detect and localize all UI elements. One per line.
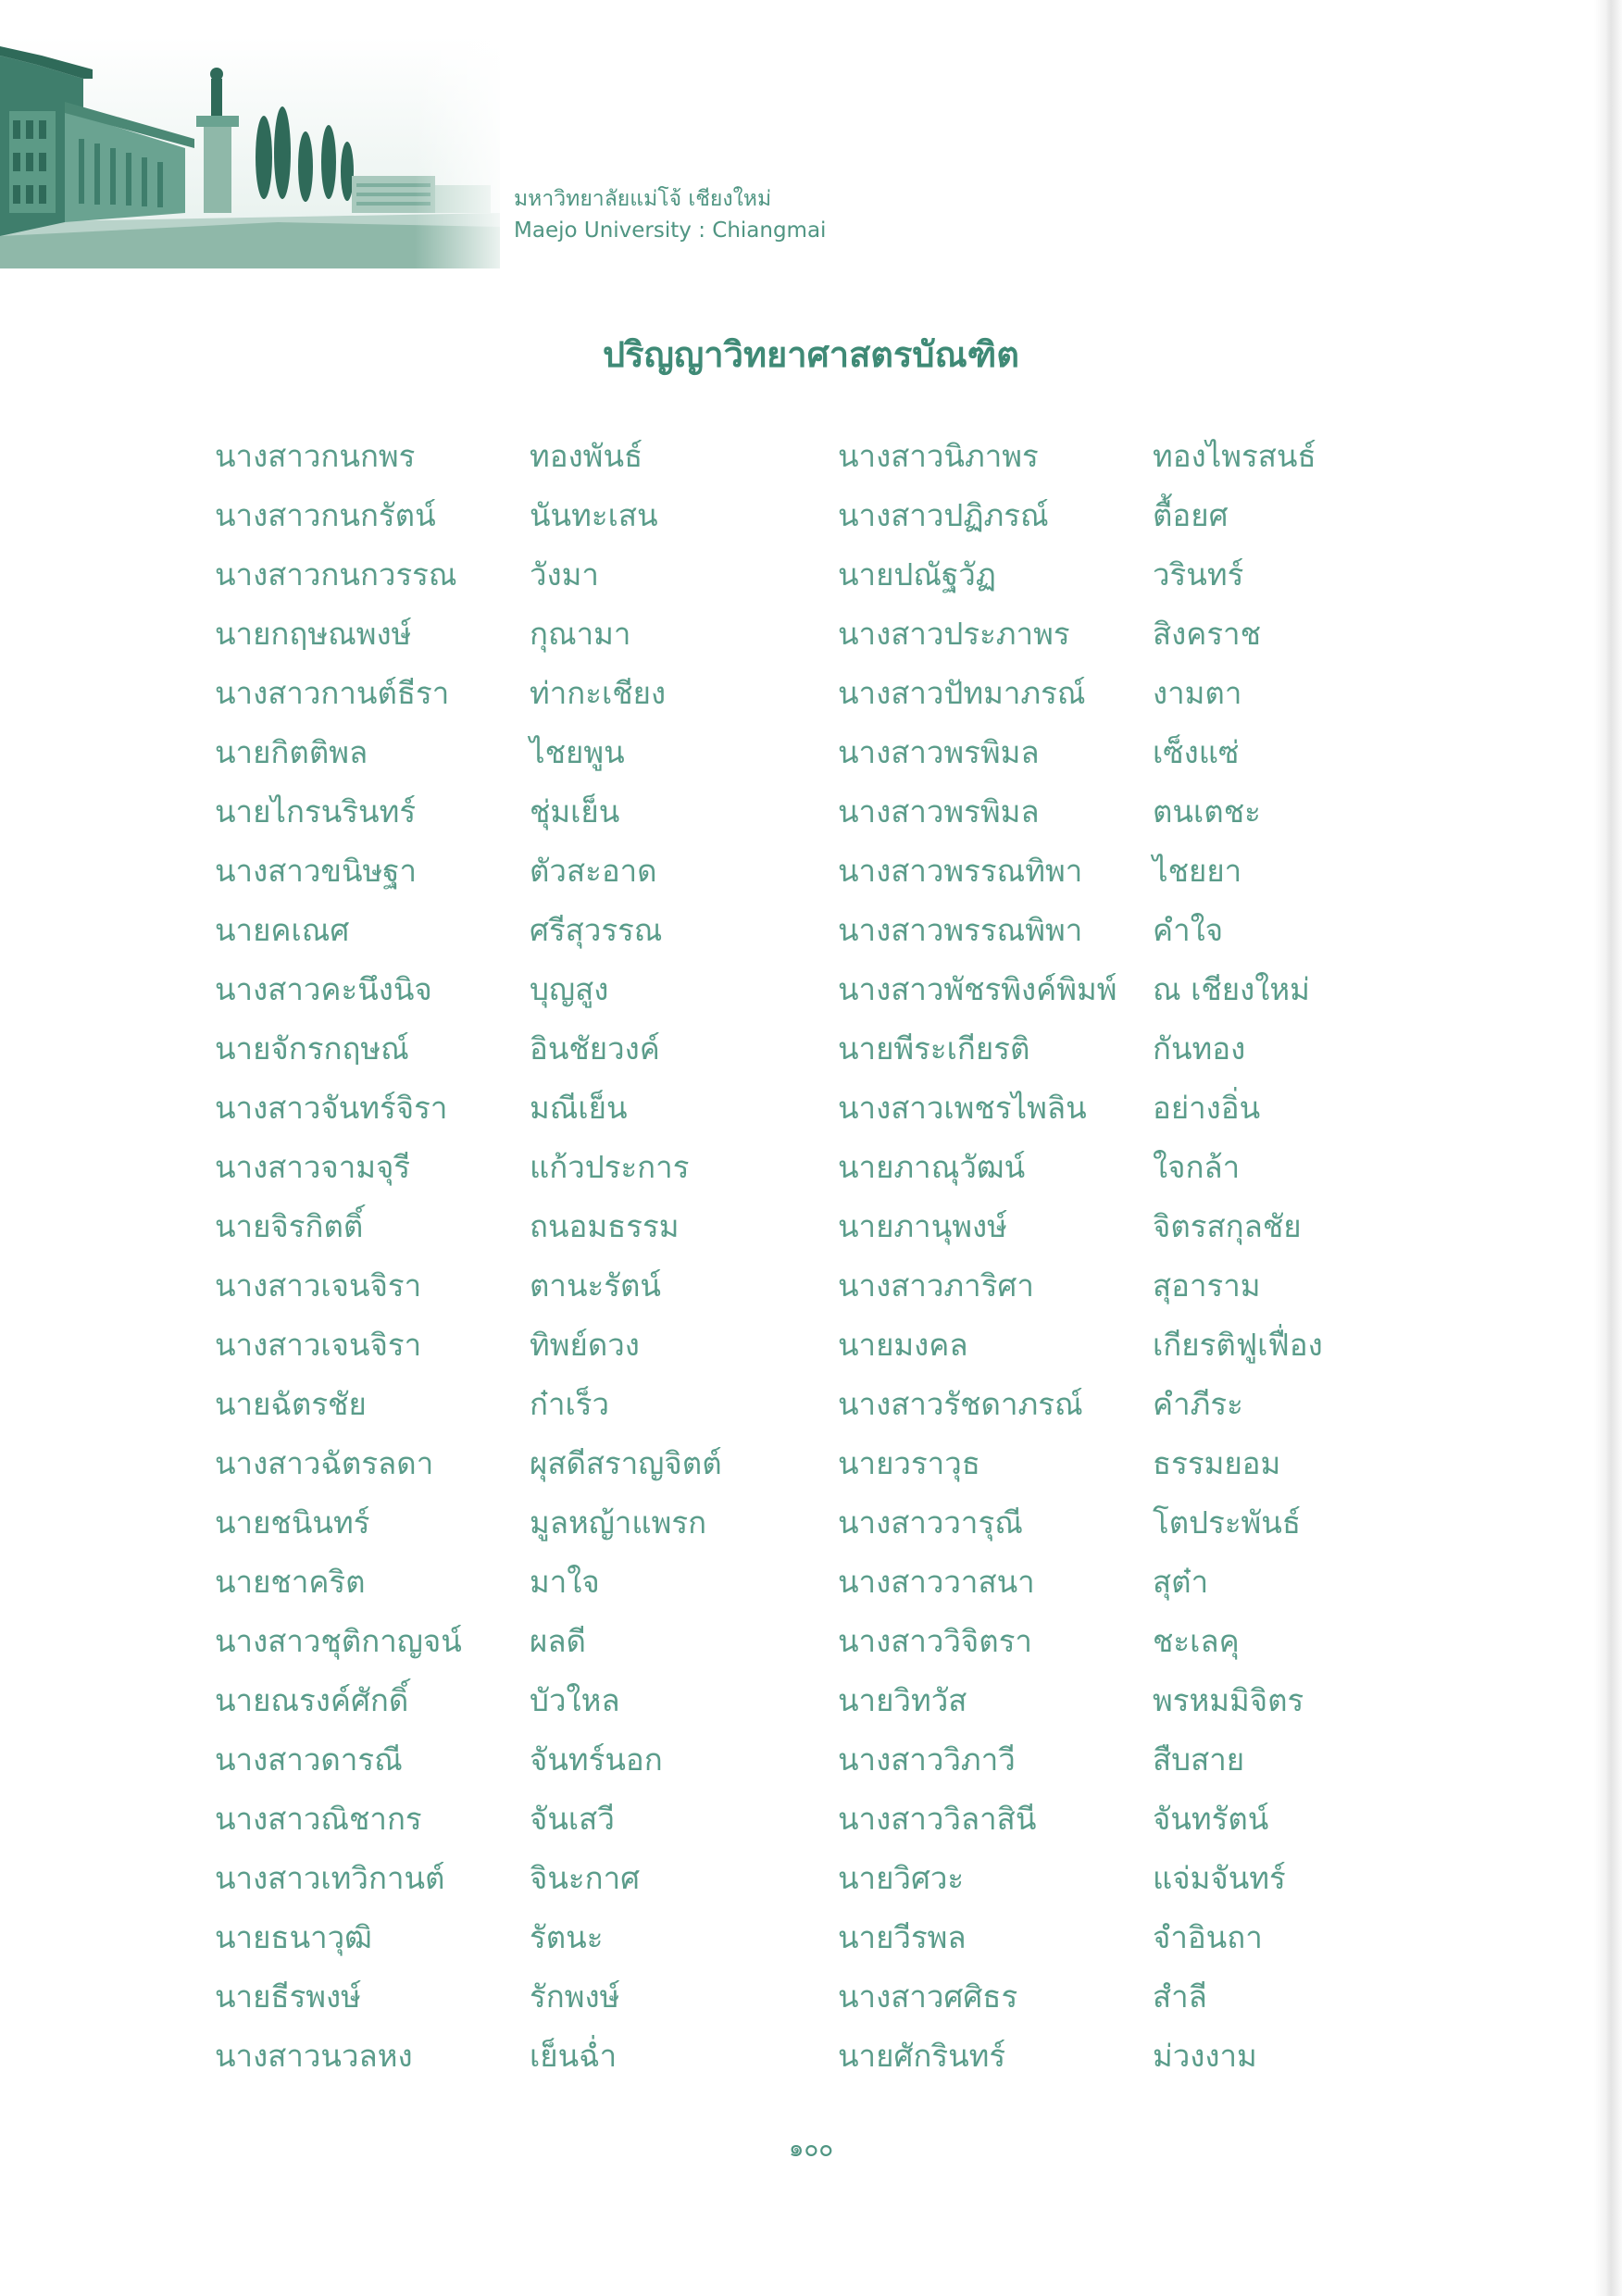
surname: พรหมมิจิตร bbox=[1153, 1682, 1304, 1718]
university-name-thai: มหาวิทยาลัยแม่โจ้ เชียงใหม่ bbox=[514, 187, 772, 211]
given-name: นายฉัตรชัย bbox=[215, 1386, 367, 1422]
given-name: นายมงคล bbox=[838, 1327, 968, 1363]
surname: แก้วประการ bbox=[530, 1149, 690, 1185]
given-name: นายภาณุวัฒน์ bbox=[838, 1149, 1026, 1185]
given-name: นางสาวจามจุรี bbox=[215, 1149, 411, 1185]
given-name: นางสาวพรพิมล bbox=[838, 793, 1040, 830]
given-name: นายณรงค์ศักดิ์ bbox=[215, 1682, 409, 1718]
given-name: นายภานุพงษ์ bbox=[838, 1208, 1007, 1244]
given-name: นายชาคริต bbox=[215, 1564, 366, 1600]
given-name: นางสาวรัชดาภรณ์ bbox=[838, 1386, 1083, 1422]
surname: รักพงษ์ bbox=[530, 1978, 620, 2015]
given-name: นายพีระเกียรติ bbox=[838, 1030, 1030, 1067]
page-number: ๑๐๐ bbox=[788, 2135, 834, 2163]
surname: สุต๋า bbox=[1153, 1564, 1209, 1600]
surname: ศรีสุวรรณ bbox=[530, 912, 663, 948]
surname: ธรรมยอม bbox=[1153, 1445, 1281, 1481]
given-name: นายศักรินทร์ bbox=[838, 2038, 1006, 2074]
surname: กันทอง bbox=[1153, 1030, 1246, 1067]
surname: คำใจ bbox=[1153, 912, 1224, 948]
given-name: นางสาวฉัตรลดา bbox=[215, 1445, 434, 1481]
given-name: นายวีรพล bbox=[838, 1919, 967, 1955]
given-name: นางสาวเพชรไพลิน bbox=[838, 1090, 1087, 1126]
surname: เกียรติฟูเฟื่อง bbox=[1153, 1327, 1323, 1363]
given-name: นายจิรกิตติ์ bbox=[215, 1208, 364, 1244]
surname: อย่างอิ่น bbox=[1153, 1090, 1261, 1126]
given-name: นางสาวพัชรพิงค์พิมพ์ bbox=[838, 971, 1117, 1007]
given-name: นายชนินทร์ bbox=[215, 1504, 370, 1541]
surname: ตานะรัตน์ bbox=[530, 1267, 661, 1304]
surname: สืบสาย bbox=[1153, 1741, 1245, 1778]
surname: ไชยพูน bbox=[530, 734, 625, 770]
surname: โตประพันธ์ bbox=[1153, 1504, 1302, 1541]
surname: จันทร์นอก bbox=[530, 1741, 663, 1778]
given-name: นางสาวกานต์ธีรา bbox=[215, 675, 450, 711]
given-name: นางสาวพรรณทิพา bbox=[838, 853, 1083, 889]
given-name: นางสาววิภาวี bbox=[838, 1741, 1016, 1778]
surname: สุอาราม bbox=[1153, 1267, 1261, 1304]
surname: รัตนะ bbox=[530, 1919, 604, 1955]
surname: จิตรสกุลชัย bbox=[1153, 1208, 1302, 1244]
surname: คำภีระ bbox=[1153, 1386, 1243, 1422]
surname: จำอินถา bbox=[1153, 1919, 1263, 1955]
surname: ถนอมธรรม bbox=[530, 1208, 680, 1244]
surname: สำลี bbox=[1153, 1978, 1207, 2015]
surname: นันทะเสน bbox=[530, 497, 658, 533]
surname: ก๋าเร็ว bbox=[530, 1386, 610, 1422]
surname: ชุ่มเย็น bbox=[530, 793, 620, 830]
given-name: นางสาวดารณี bbox=[215, 1741, 403, 1778]
given-name: นางสาวนวลหง bbox=[215, 2038, 413, 2074]
surname: ผุสดีสราญจิตต์ bbox=[530, 1445, 722, 1481]
surname: ม่วงงาม bbox=[1153, 2038, 1257, 2074]
given-name: นางสาวเทวิกานต์ bbox=[215, 1860, 445, 1896]
given-name: นางสาววารุณี bbox=[838, 1504, 1023, 1541]
surname: ทิพย์ดวง bbox=[530, 1327, 640, 1363]
surname: สิงคราช bbox=[1153, 616, 1261, 652]
university-name bbox=[514, 183, 826, 246]
given-name: นางสาวจันทร์จิรา bbox=[215, 1090, 448, 1126]
surname: บุญสูง bbox=[530, 971, 609, 1007]
surname: บัวใหล bbox=[530, 1682, 620, 1718]
surname: มาใจ bbox=[530, 1564, 600, 1600]
surname: วรินทร์ bbox=[1153, 556, 1244, 593]
given-name: นางสาววาสนา bbox=[838, 1564, 1035, 1600]
surname: ท่ากะเชียง bbox=[530, 675, 667, 711]
given-name: นางสาวขนิษฐา bbox=[215, 853, 418, 889]
surname: ทองไพรสนธ์ bbox=[1153, 438, 1316, 474]
given-name: นางสาวพรรณพิพา bbox=[838, 912, 1083, 948]
given-name: นางสาวศศิธร bbox=[838, 1978, 1018, 2015]
given-name: นายธนาวุฒิ bbox=[215, 1919, 372, 1955]
surname: ตัวสะอาด bbox=[530, 853, 657, 889]
given-name: นางสาวนิภาพร bbox=[838, 438, 1039, 474]
surname: วังมา bbox=[530, 556, 599, 593]
university-name-english: Maejo University : Chiangmai bbox=[514, 218, 827, 243]
surname: อินชัยวงค์ bbox=[530, 1030, 660, 1067]
surname: ตนเตชะ bbox=[1153, 793, 1261, 830]
given-name: นางสาวภาริศา bbox=[838, 1267, 1034, 1304]
given-name: นางสาวปฏิภรณ์ bbox=[838, 497, 1049, 533]
given-name: นางสาวปัทมาภรณ์ bbox=[838, 675, 1086, 711]
given-name: นางสาวประภาพร bbox=[838, 616, 1070, 652]
given-name: นายคเณศ bbox=[215, 912, 350, 948]
given-name: นางสาวชุติกาญจน์ bbox=[215, 1623, 462, 1659]
given-name: นางสาวกนกวรรณ bbox=[215, 556, 457, 593]
given-name: นางสาวณิชากร bbox=[215, 1801, 422, 1837]
surname: ทองพันธ์ bbox=[530, 438, 643, 474]
given-name: นายกฤษณพงษ์ bbox=[215, 616, 412, 652]
surname: ตื้อยศ bbox=[1153, 497, 1229, 533]
given-name: นางสาวเจนจิรา bbox=[215, 1267, 422, 1304]
given-name: นายวราวุธ bbox=[838, 1445, 980, 1481]
given-name: นางสาวเจนจิรา bbox=[215, 1327, 422, 1363]
given-name: นางสาวกนกพร bbox=[215, 438, 416, 474]
surname: จันเสวี bbox=[530, 1801, 615, 1837]
given-name: นางสาวกนกรัตน์ bbox=[215, 497, 436, 533]
surname: มณีเย็น bbox=[530, 1090, 628, 1126]
given-name: นายไกรนรินทร์ bbox=[215, 793, 417, 830]
surname: กุณามา bbox=[530, 616, 631, 652]
given-name: นายกิตติพล bbox=[215, 734, 368, 770]
surname: จินะกาศ bbox=[530, 1860, 641, 1896]
surname: ใจกล้า bbox=[1153, 1149, 1241, 1185]
surname: จันทรัตน์ bbox=[1153, 1801, 1269, 1837]
campus-photo-banner bbox=[0, 37, 518, 278]
degree-title: ปริญญาวิทยาศาสตรบัณฑิต bbox=[603, 334, 1019, 375]
surname: ชะเลคุ bbox=[1153, 1623, 1240, 1659]
surname: มูลหญ้าแพรก bbox=[530, 1504, 707, 1541]
surname: งามตา bbox=[1153, 675, 1242, 711]
given-name: นายธีรพงษ์ bbox=[215, 1978, 361, 2015]
given-name: นายวิศวะ bbox=[838, 1860, 965, 1896]
surname: ผลดี bbox=[530, 1623, 586, 1659]
surname: แจ่มจันทร์ bbox=[1153, 1860, 1286, 1896]
given-name: นายวิทวัส bbox=[838, 1682, 967, 1718]
surname: เซ็งแซ่ bbox=[1153, 734, 1240, 770]
given-name: นางสาวคะนึงนิจ bbox=[215, 971, 432, 1007]
surname: ณ เชียงใหม่ bbox=[1153, 971, 1310, 1007]
surname: ไชยยา bbox=[1153, 853, 1242, 889]
given-name: นางสาวพรพิมล bbox=[838, 734, 1040, 770]
surname: เย็นฉ่ำ bbox=[530, 2038, 618, 2074]
given-name: นางสาววิลาสินี bbox=[838, 1801, 1037, 1837]
given-name: นายจักรกฤษณ์ bbox=[215, 1030, 409, 1067]
given-name: นายปณัฐวัฏ bbox=[838, 556, 996, 593]
given-name: นางสาววิจิตรา bbox=[838, 1623, 1032, 1659]
